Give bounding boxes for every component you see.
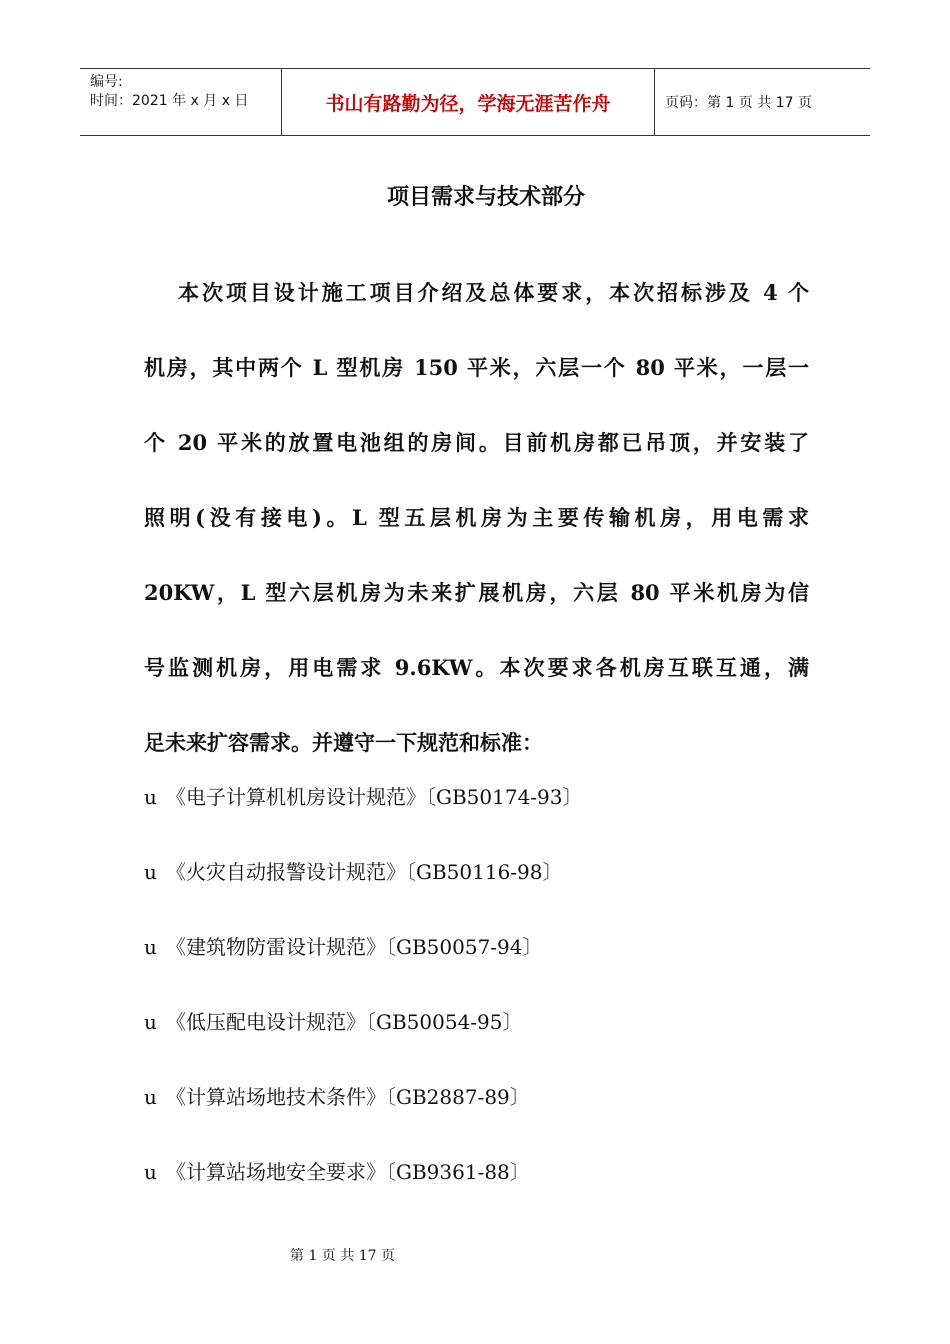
document-date: 时间：2021 年 x 月 x 日 xyxy=(90,93,249,109)
paragraph-line: 号监测机房，用电需求 9.6KW。本次要求各机房互联互通，满 xyxy=(144,655,809,680)
paragraph-line: 个 20 平米的放置电池组的房间。目前机房都已吊顶，并安装了 xyxy=(144,430,809,455)
list-item xyxy=(144,855,844,930)
paragraph-line: 本次项目设计施工项目介绍及总体要求，本次招标涉及 4 个 xyxy=(178,280,809,305)
requirements-paragraph xyxy=(144,255,809,780)
bullet-marker: u xyxy=(144,1085,157,1109)
header-motto: 书山有路勤为径，学海无涯苦作舟 xyxy=(282,69,655,135)
list-item xyxy=(144,1080,844,1155)
bullet-marker: u xyxy=(144,785,157,809)
paragraph-line: 照明(没有接电)。L 型五层机房为主要传输机房，用电需求 xyxy=(144,505,809,530)
header-meta xyxy=(80,69,282,135)
list-item xyxy=(144,930,844,1005)
standard-text: 《电子计算机机房设计规范》〔GB50174-93〕 xyxy=(166,785,583,809)
list-item xyxy=(144,780,844,855)
document-title: 项目需求与技术部分 xyxy=(387,184,586,210)
paragraph-line: 足未来扩容需求。并遵守一下规范和标准： xyxy=(144,730,543,755)
paragraph-line: 20KW，L 型六层机房为未来扩展机房，六层 80 平米机房为信 xyxy=(144,580,809,605)
header-page-info: 页码：第 1 页 共 17 页 xyxy=(665,95,812,111)
paragraph-line: 机房，其中两个 L 型机房 150 平米，六层一个 80 平米，一层一 xyxy=(144,355,809,380)
standards-list xyxy=(144,780,844,1230)
list-item xyxy=(144,1005,844,1080)
standard-text: 《计算站场地技术条件》〔GB2887-89〕 xyxy=(166,1085,530,1109)
standard-text: 《计算站场地安全要求》〔GB9361-88〕 xyxy=(166,1160,530,1184)
document-number-label: 编号: xyxy=(90,74,123,90)
standard-text: 《火灾自动报警设计规范》〔GB50116-98〕 xyxy=(166,860,563,884)
page-header xyxy=(80,68,870,136)
bullet-marker: u xyxy=(144,1160,157,1184)
standard-text: 《建筑物防雷设计规范》〔GB50057-94〕 xyxy=(166,935,543,959)
bullet-marker: u xyxy=(144,935,157,959)
standard-text: 《低压配电设计规范》〔GB50054-95〕 xyxy=(166,1010,523,1034)
page-footer: 第 1 页 共 17 页 xyxy=(290,1248,395,1264)
list-item xyxy=(144,1155,844,1230)
bullet-marker: u xyxy=(144,1010,157,1034)
bullet-marker: u xyxy=(144,860,157,884)
